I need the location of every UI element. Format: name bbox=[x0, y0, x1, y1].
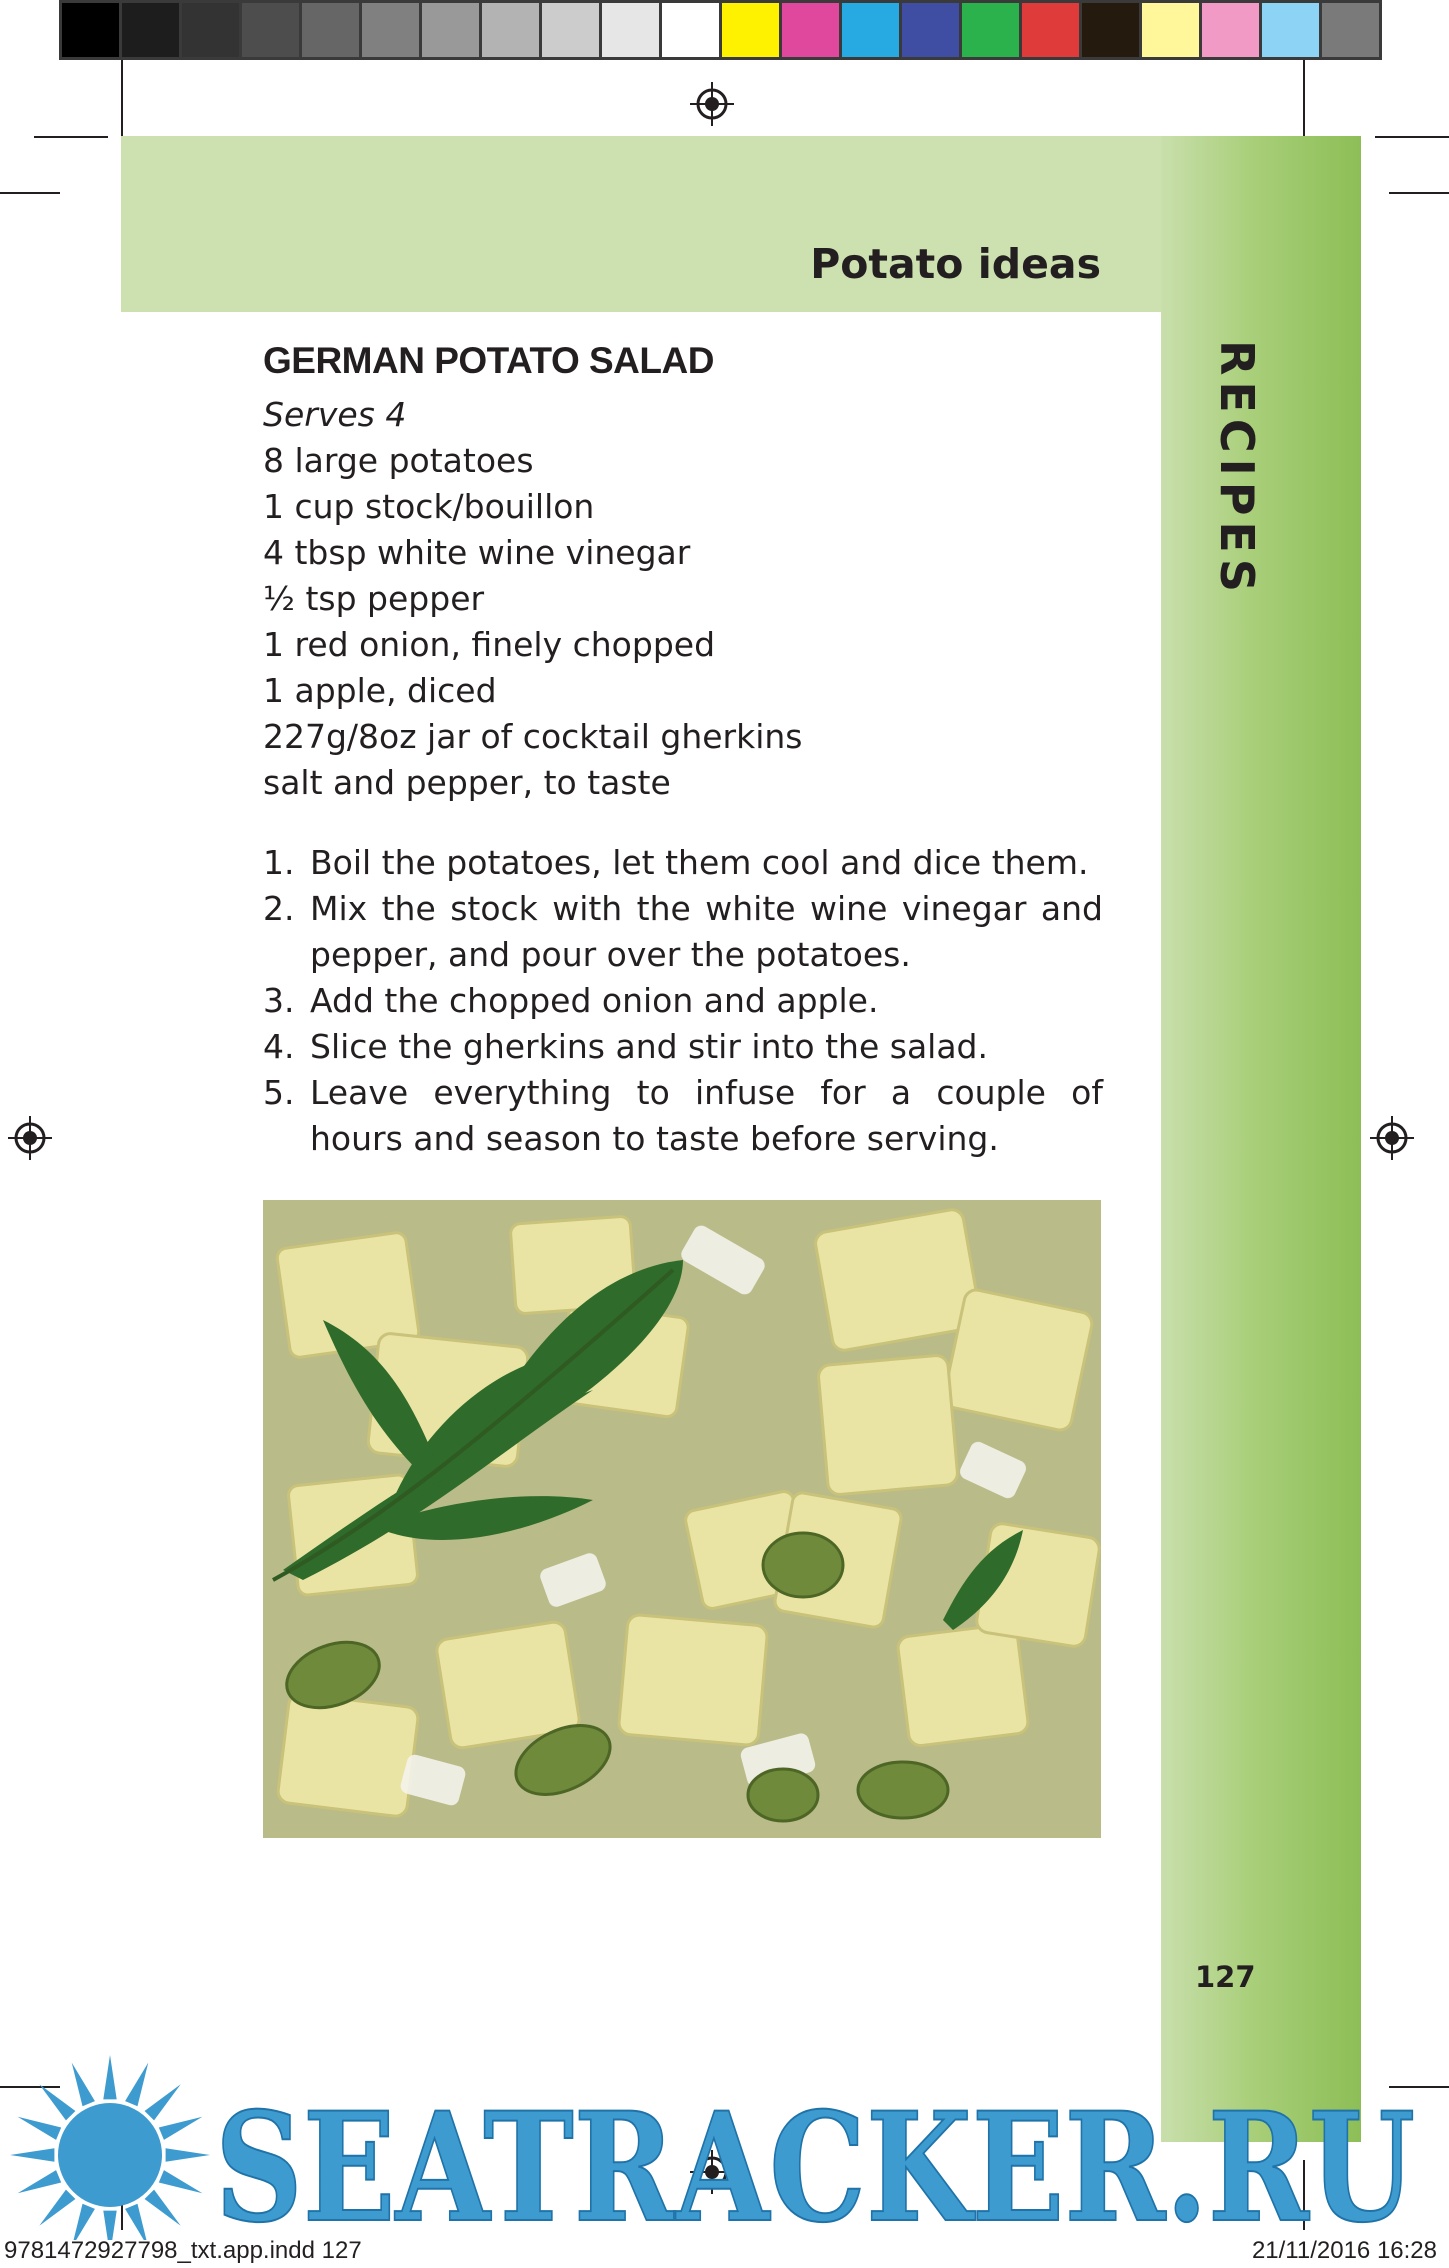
step-text: Slice the gherkins and stir into the salad. bbox=[310, 1027, 988, 1066]
sun-ray bbox=[159, 2170, 203, 2193]
watermark-text: SEATRACKER.RU bbox=[215, 2080, 1415, 2240]
sun-ray bbox=[72, 2204, 95, 2240]
color-swatch bbox=[1022, 0, 1082, 60]
section-title: Potato ideas bbox=[810, 240, 1101, 288]
color-swatch bbox=[782, 0, 842, 60]
process-color-bar bbox=[719, 0, 1382, 60]
sun-ray bbox=[159, 2117, 203, 2140]
sun-ray bbox=[72, 2063, 95, 2107]
step-number: 3. bbox=[263, 981, 295, 1020]
registration-mark-icon bbox=[8, 1116, 52, 1160]
sun-ray bbox=[145, 2190, 181, 2226]
ingredient-item: ½ tsp pepper bbox=[263, 579, 485, 618]
step-text: Boil the potatoes, let them cool and dice them. bbox=[310, 843, 1089, 882]
color-swatch bbox=[542, 0, 602, 60]
sun-ray bbox=[39, 2190, 75, 2226]
color-swatch bbox=[1142, 0, 1202, 60]
footer-timestamp: 21/11/2016 16:28 bbox=[1251, 2237, 1437, 2264]
crop-mark bbox=[121, 60, 123, 136]
step-text: Add the chopped onion and apple. bbox=[310, 981, 879, 1020]
step-number: 2. bbox=[263, 889, 295, 928]
sun-ray bbox=[18, 2170, 62, 2193]
ingredient-item: 1 red onion, finely chopped bbox=[263, 625, 716, 664]
recipe-serves: Serves 4 bbox=[263, 395, 407, 434]
sun-logo-icon bbox=[10, 2055, 210, 2240]
sun-ray bbox=[166, 2148, 210, 2161]
crop-mark bbox=[0, 192, 60, 194]
crop-mark bbox=[1303, 60, 1305, 136]
grayscale-color-bar bbox=[59, 0, 722, 60]
method-step bbox=[263, 886, 1103, 978]
color-swatch bbox=[59, 0, 122, 60]
color-swatch bbox=[242, 0, 302, 60]
sun-ray bbox=[10, 2148, 54, 2161]
recipe-title: GERMAN POTATO SALAD bbox=[263, 340, 714, 381]
step-number: 1. bbox=[263, 843, 295, 882]
page-number: 127 bbox=[1195, 1960, 1256, 1994]
method-step bbox=[263, 1070, 1103, 1162]
color-swatch bbox=[902, 0, 962, 60]
ingredient-item: 4 tbsp white wine vinegar bbox=[263, 533, 691, 572]
color-swatch bbox=[1262, 0, 1322, 60]
crop-mark bbox=[1375, 136, 1449, 138]
color-swatch bbox=[1202, 0, 1262, 60]
ingredient-item: salt and pepper, to taste bbox=[263, 763, 671, 802]
color-swatch bbox=[962, 0, 1022, 60]
sun-ray bbox=[125, 2204, 148, 2240]
step-number: 5. bbox=[263, 1073, 295, 1112]
color-swatch bbox=[662, 0, 722, 60]
sun-ray bbox=[145, 2084, 181, 2120]
color-swatch bbox=[1082, 0, 1142, 60]
sidebar-label: RECIPES bbox=[1210, 340, 1264, 598]
color-swatch bbox=[122, 0, 182, 60]
method-steps bbox=[263, 840, 1103, 1162]
ingredient-list bbox=[263, 438, 1103, 806]
color-swatch bbox=[1322, 0, 1382, 60]
step-text: Mix the stock with the white wine vinegar and pepper, and pour over the potatoes. bbox=[310, 889, 1103, 974]
recipe-content bbox=[263, 336, 1103, 1162]
potato-salad-image bbox=[263, 1200, 1101, 1838]
ingredient-item: 227g/8oz jar of cocktail gherkins bbox=[263, 717, 803, 756]
registration-mark-icon bbox=[690, 82, 734, 126]
color-swatch bbox=[482, 0, 542, 60]
sun-ray bbox=[39, 2084, 75, 2120]
color-swatch bbox=[302, 0, 362, 60]
color-swatch bbox=[422, 0, 482, 60]
ingredient-item: 8 large potatoes bbox=[263, 441, 534, 480]
seatracker-watermark bbox=[0, 2050, 1449, 2240]
color-swatch bbox=[182, 0, 242, 60]
color-swatch bbox=[362, 0, 422, 60]
footer-file-info: 9781472927798_txt.app.indd 127 bbox=[4, 2237, 362, 2264]
method-step bbox=[263, 1024, 1103, 1070]
color-swatch bbox=[719, 0, 782, 60]
step-number: 4. bbox=[263, 1027, 295, 1066]
color-swatch bbox=[842, 0, 902, 60]
sun-ray bbox=[125, 2063, 148, 2107]
crop-mark bbox=[1389, 192, 1449, 194]
method-step bbox=[263, 978, 1103, 1024]
potato-salad-photo bbox=[263, 1200, 1101, 1838]
crop-mark bbox=[34, 136, 108, 138]
ingredient-item: 1 cup stock/bouillon bbox=[263, 487, 595, 526]
step-text: Leave everything to infuse for a couple of hours and season to taste before serving. bbox=[310, 1073, 1103, 1158]
sun-ray bbox=[18, 2117, 62, 2140]
sun-ray bbox=[103, 2055, 116, 2099]
sun-ray bbox=[103, 2211, 116, 2240]
method-step bbox=[263, 840, 1103, 886]
color-swatch bbox=[602, 0, 662, 60]
registration-mark-icon bbox=[1370, 1116, 1414, 1160]
ingredient-item: 1 apple, diced bbox=[263, 671, 497, 710]
